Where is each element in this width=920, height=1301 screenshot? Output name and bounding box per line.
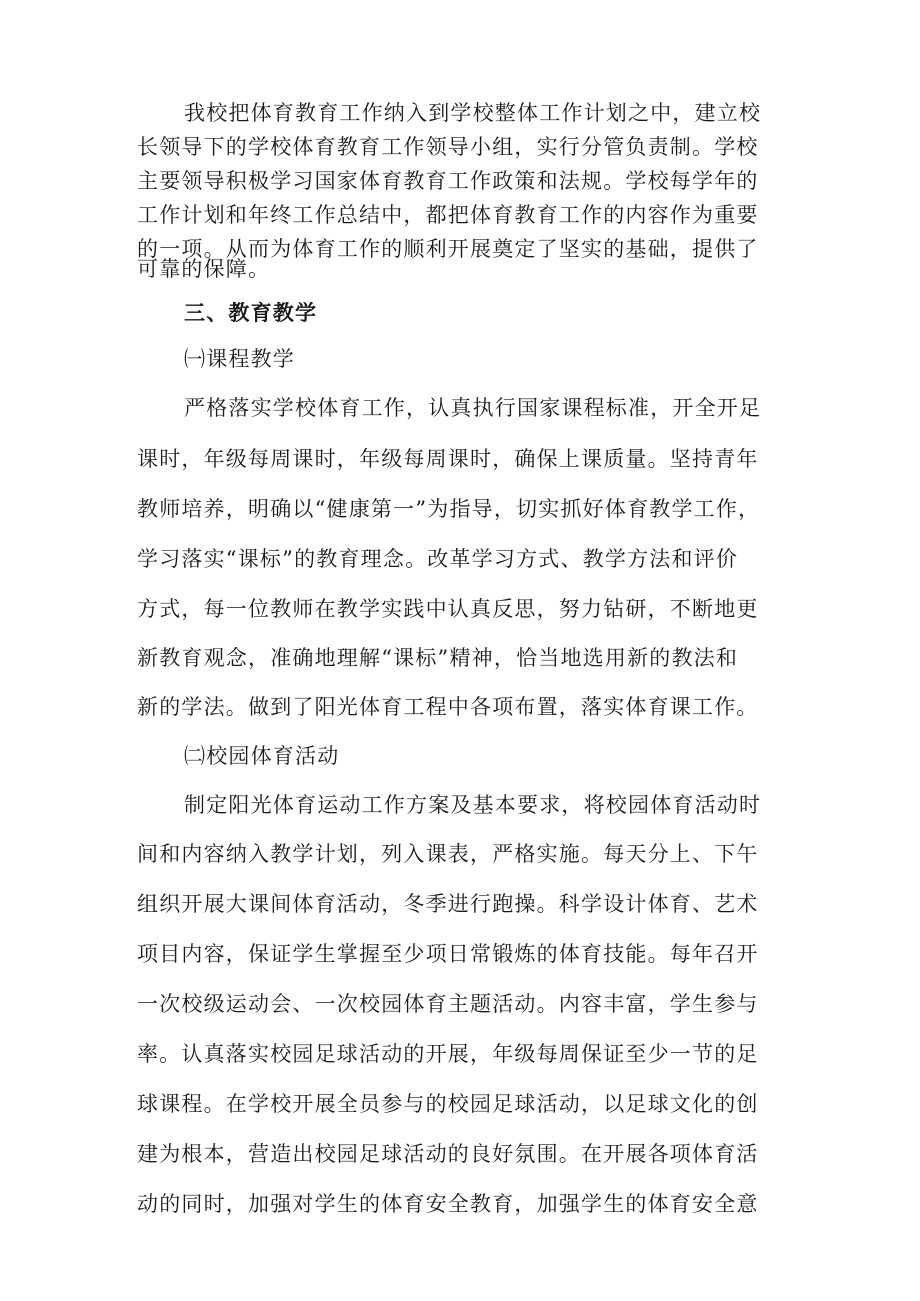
paragraph-1-line: 我校把体育教育工作纳入到学校整体工作计划之中，建立校: [184, 101, 762, 125]
paragraph-3-line: 一次校级运动会、一次校园体育主题活动。内容丰富，学生参与: [137, 992, 759, 1016]
paragraph-1-line: 的一项。从而为体育工作的顺利开展奠定了坚实的基础，提供了: [137, 237, 759, 261]
paragraph-1-line: 工作计划和年终工作总结中，都把体育教育工作的内容作为重要: [137, 203, 759, 227]
paragraph-1-line: 主要领导积极学习国家体育教育工作政策和法规。学校每学年的: [137, 169, 759, 193]
paragraph-3-line: 间和内容纳入教学计划，列入课表，严格实施。每天分上、下午: [137, 842, 759, 866]
paragraph-3-line: 项目内容，保证学生掌握至少项日常锻炼的体育技能。每年召开: [137, 942, 759, 966]
paragraph-2-line: 方式，每一位教师在教学实践中认真反思，努力钻研，不断地更: [137, 597, 759, 621]
paragraph-2-line: 新的学法。做到了阳光体育工程中各项布置，落实体育课工作。: [137, 695, 759, 719]
paragraph-3-line: 组织开展大课间体育活动，冬季进行跑操。科学设计体育、艺术: [137, 892, 759, 916]
paragraph-2-line: 课时，年级每周课时，年级每周课时，确保上课质量。坚持青年: [137, 447, 759, 471]
paragraph-3-line: 建为根本，营造出校园足球活动的良好氛围。在开展各项体育活: [137, 1142, 759, 1166]
paragraph-2-line: 新教育观念，准确地理解“课标”精神，恰当地选用新的教法和: [137, 646, 739, 670]
paragraph-3-line: 率。认真落实校园足球活动的开展，年级每周保证至少一节的足: [137, 1042, 759, 1066]
paragraph-2-line: 学习落实“课标”的教育理念。改革学习方式、教学方法和评价: [137, 547, 739, 571]
paragraph-3-line: 动的同时，加强对学生的体育安全教育，加强学生的体育安全意: [137, 1192, 759, 1216]
paragraph-1-line: 可靠的保障。: [137, 257, 271, 281]
paragraph-3-line: 球课程。在学校开展全员参与的校园足球活动，以足球文化的创: [137, 1092, 759, 1116]
paragraph-3-line: 制定阳光体育运动工作方案及基本要求，将校园体育活动时: [184, 793, 762, 817]
subheading-course-teaching: ㈠课程教学: [184, 347, 295, 371]
subheading-campus-sports: ㈡校园体育活动: [184, 744, 340, 768]
paragraph-1-line: 长领导下的学校体育教育工作领导小组，实行分管负责制。学校: [137, 135, 759, 159]
section-heading: 三、教育教学: [184, 301, 318, 325]
paragraph-2-line: 教师培养，明确以“健康第一”为指导，切实抓好体育教学工作，: [137, 497, 761, 521]
paragraph-2-line: 严格落实学校体育工作，认真执行国家课程标准，开全开足: [184, 396, 762, 420]
